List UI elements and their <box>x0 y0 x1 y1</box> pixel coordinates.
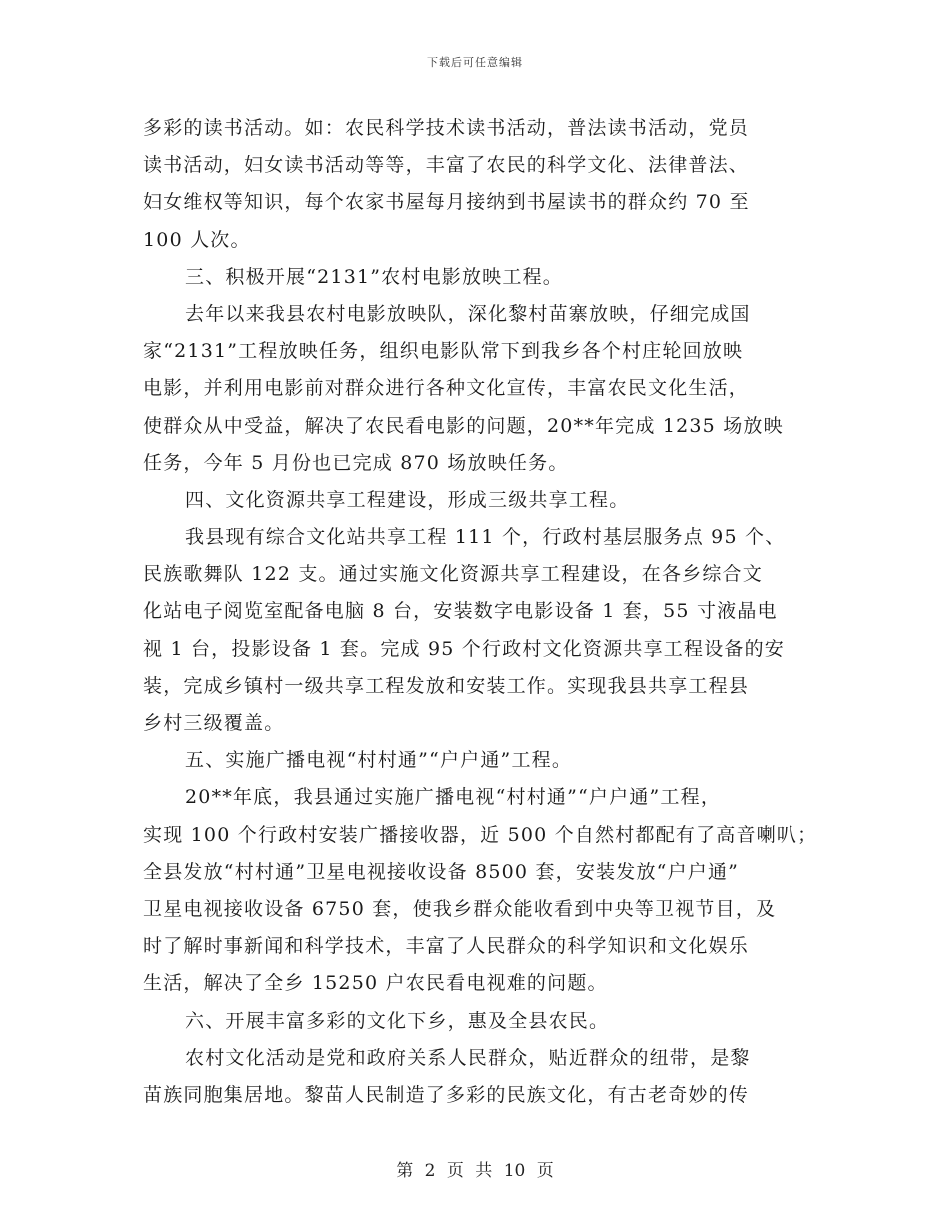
text-line: 乡村三级覆盖。 <box>143 712 285 734</box>
text-line: 生活，解决了全乡 15250 户农民看电视难的问题。 <box>143 972 608 995</box>
text-line: 我县现有综合文化站共享工程 111 个，行政村基层服务点 95 个、 <box>185 526 786 549</box>
text-line: 100 人次。 <box>143 228 251 251</box>
text-line: 20**年底，我县通过实施广播电视“村村通”“户户通”工程， <box>185 786 722 809</box>
text-line: 妇女维权等知识，每个农家书屋每月接纳到书屋读书的群众约 70 至 <box>143 191 750 214</box>
text-line: 读书活动，妇女读书活动等等，丰富了农民的科学文化、法律普法、 <box>143 154 750 177</box>
text-line: 实现 100 个行政村安装广播接收器，近 500 个自然村都配有了高音喇叭； <box>143 823 818 846</box>
text-line: 五、实施广播电视“村村通”“户户通”工程。 <box>185 749 573 772</box>
text-line: 家“2131”工程放映任务，组织电影队常下到我乡各个村庄轮回放映 <box>143 340 744 363</box>
text-line: 全县发放“村村通”卫星电视接收设备 8500 套，安装发放“户户通” <box>143 860 740 883</box>
text-line: 三、积极开展“2131”农村电影放映工程。 <box>185 265 563 288</box>
text-line: 化站电子阅览室配备电脑 8 台，安装数字电影设备 1 套，55 寸液晶电 <box>143 600 778 623</box>
page-footer: 第 2 页 共 10 页 <box>396 1161 554 1181</box>
text-line: 四、文化资源共享工程建设，形成三级共享工程。 <box>185 488 630 511</box>
page-header: 下载后可任意编辑 <box>427 56 523 69</box>
text-line: 使群众从中受益，解决了农民看电影的问题，20**年完成 1235 场放映 <box>143 414 784 437</box>
text-line: 装，完成乡镇村一级共享工程发放和安装工作。实现我县共享工程县 <box>143 674 750 697</box>
text-line: 民族歌舞队 122 支。通过实施文化资源共享工程建设，在各乡综合文 <box>143 563 763 586</box>
text-line: 去年以来我县农村电影放映队，深化黎村苗寨放映，仔细完成国 <box>185 302 751 325</box>
text-line: 任务，今年 5 月份也已完成 870 场放映任务。 <box>143 451 569 474</box>
text-line: 视 1 台，投影设备 1 套。完成 95 个行政村文化资源共享工程设备的安 <box>143 637 785 660</box>
text-line: 时了解时事新闻和科学技术，丰富了人民群众的科学知识和文化娱乐 <box>143 935 750 958</box>
text-line: 卫星电视接收设备 6750 套，使我乡群众能收看到中央等卫视节目，及 <box>143 897 777 920</box>
text-line: 六、开展丰富多彩的文化下乡，惠及全县农民。 <box>185 1009 610 1032</box>
text-line: 苗族同胞集居地。黎苗人民制造了多彩的民族文化，有古老奇妙的传 <box>143 1083 750 1106</box>
text-line: 电影，并利用电影前对群众进行各种文化宣传，丰富农民文化生活， <box>143 377 750 400</box>
text-line: 多彩的读书活动。如：农民科学技术读书活动，普法读书活动，党员 <box>143 117 750 139</box>
document-body <box>143 110 823 1114</box>
text-line: 农村文化活动是党和政府关系人民群众，贴近群众的纽带，是黎 <box>185 1046 751 1069</box>
